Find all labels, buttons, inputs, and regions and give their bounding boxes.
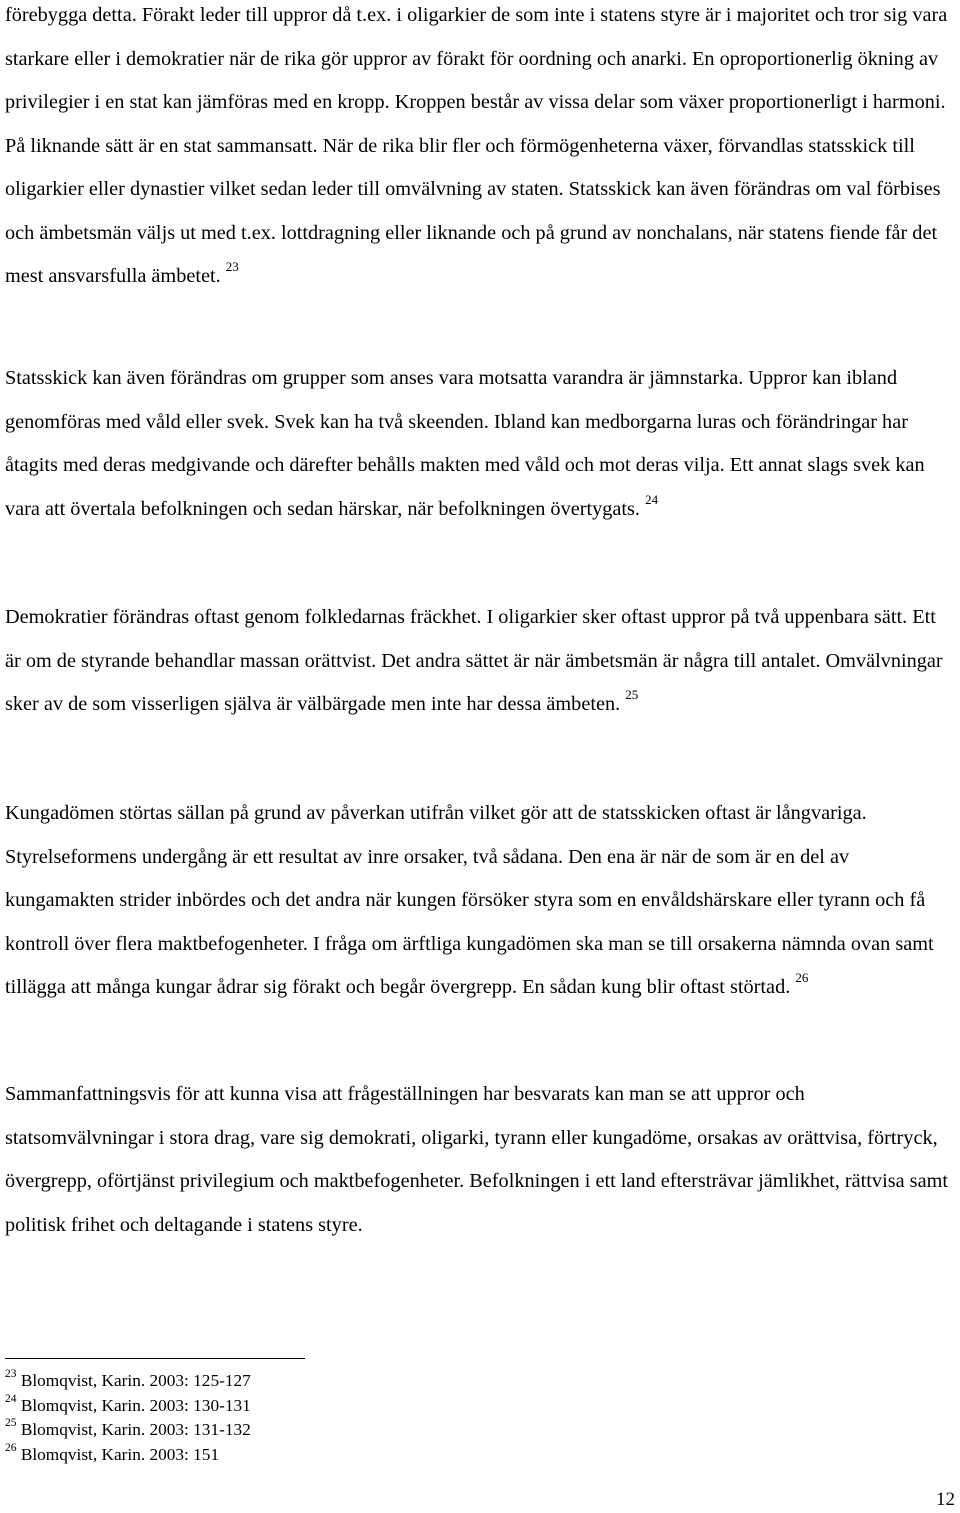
body-paragraph <box>5 1073 955 1247</box>
body-paragraph <box>5 357 955 531</box>
footnote <box>5 1443 705 1468</box>
paragraph-text: förebygga detta. Förakt leder till uppror då t.ex. i oligarkier de som inte i statens styre är i majoritet och tror sig vara starkare eller i demokratier när de rika gör uppror av förakt för oordning och anarki. En oproportionerlig ökning av privilegier i en stat kan jämföras med en kropp. Kroppen består av vissa delar som växer proportionerligt i harmoni. På liknande sätt är en stat sammansatt. När de rika blir fler och förmögenheterna växer, förvandlas statsskick till oligarkier eller dynastier vilket sedan leder till omvälvning av staten. Statsskick kan även förändras om val förbises och ämbetsmän väljs ut med t.ex. lottdragning eller liknande och på grund av nonchalans, när statens fiende får det mest ansvarsfulla ämbetet. <box>5 4 948 287</box>
paragraph-text: Sammanfattningsvis för att kunna visa att frågeställningen har besvarats kan man se att uppror och statsomvälvningar i stora drag, vare sig demokrati, oligarki, tyrann eller kungadöme, orsakas av orättvisa, förtryck, övergrepp, oförtjänst privilegium och maktbefogenheter. Befolkningen i ett land eftersträvar jämlikhet, rättvisa samt politisk frihet och deltagande i statens styre. <box>5 1083 948 1236</box>
footnote-text: Blomqvist, Karin. 2003: 131-132 <box>20 1420 251 1439</box>
footnote <box>5 1369 705 1394</box>
paragraph-text: Demokratier förändras oftast genom folkledarnas fräckhet. I oligarkier sker oftast uppror på två uppenbara sätt. Ett är om de styrande behandlar massan orättvist. Det andra sättet är när ämbetsmän är några till antalet. Omvälvningar sker av de som visserligen själva är välbärgade men inte har dessa ämbeten. <box>5 606 943 715</box>
footnote-number: 25 <box>5 1417 17 1430</box>
body-paragraph <box>5 596 955 727</box>
page-number: 12 <box>936 1489 955 1510</box>
footnote-reference: 25 <box>625 687 639 703</box>
footnote <box>5 1418 705 1443</box>
paragraph-text: Statsskick kan även förändras om grupper som anses vara motsatta varandra är jämnstarka. Uppror kan ibland genomföras med våld eller svek. Svek kan ha två skeenden. Ibland kan medborgarna luras och förändringar har åtagits med deras medgivande och därefter behålls makten med våld och mot deras vilja. Ett annat slags svek kan vara att övertala befolkningen och sedan härskar, när befolkningen övertygats. <box>5 367 925 520</box>
footnote-reference: 26 <box>795 970 809 986</box>
footnote-reference: 23 <box>225 259 239 275</box>
footnote-number: 26 <box>5 1441 17 1454</box>
body-paragraph <box>5 792 955 1010</box>
footnote-number: 23 <box>5 1368 17 1381</box>
footnote-separator <box>5 1358 305 1359</box>
paragraph-text: Kungadömen störtas sällan på grund av påverkan utifrån vilket gör att de statsskicken oftast är långvariga. Styrelseformens undergång är ett resultat av inre orsaker, två sådana. Den ena är när de som är en del av kungamakten strider inbördes och det andra när kungen försöker styra som en envåldshärskare eller tyrann och få kontroll över flera maktbefogenheter. I fråga om ärftliga kungadömen ska man se till orsakerna nämnda ovan samt tillägga att många kungar ådrar sig förakt och begår övergrepp. En sådan kung blir oftast störtad. <box>5 802 934 998</box>
footnote <box>5 1394 705 1419</box>
body-paragraph <box>5 0 955 299</box>
footnote-text: Blomqvist, Karin. 2003: 130-131 <box>20 1395 251 1415</box>
footnote-reference: 24 <box>645 491 659 507</box>
footnote-text: Blomqvist, Karin. 2003: 151 <box>20 1444 220 1464</box>
footnote-text: Blomqvist, Karin. 2003: 125-127 <box>20 1371 251 1390</box>
footnote-number: 24 <box>5 1392 17 1405</box>
footnotes <box>5 1369 705 1467</box>
